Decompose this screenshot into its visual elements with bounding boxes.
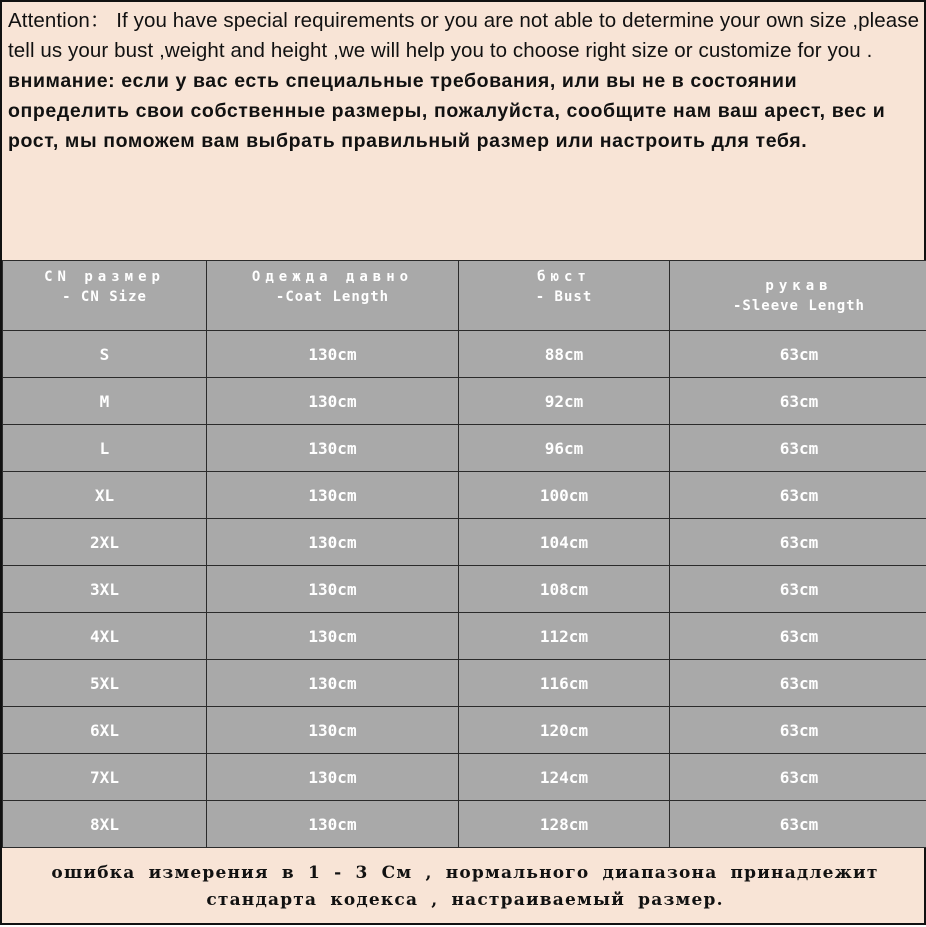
cell-size: L [3, 425, 207, 472]
table-row [3, 566, 926, 613]
cell-sleeve-length: 63cm [670, 472, 926, 519]
cell-coat-length: 130cm [207, 801, 459, 848]
cell-sleeve-length: 63cm [670, 707, 926, 754]
cell-size: 8XL [3, 801, 207, 848]
cell-bust: 124cm [459, 754, 670, 801]
cell-bust: 128cm [459, 801, 670, 848]
table-row [3, 754, 926, 801]
cell-coat-length: 130cm [207, 519, 459, 566]
header-bust-en: - Bust [459, 287, 669, 307]
cell-sleeve-length: 63cm [670, 378, 926, 425]
cell-bust: 104cm [459, 519, 670, 566]
cell-sleeve-length: 63cm [670, 519, 926, 566]
cell-coat-length: 130cm [207, 707, 459, 754]
table-row [3, 613, 926, 660]
cell-bust: 120cm [459, 707, 670, 754]
table-row [3, 707, 926, 754]
cell-size: M [3, 378, 207, 425]
notice-russian: внимание: если у вас есть специальные требования, или вы не в состоянии определить свои собственные размеры, пожалуйста, сообщите нам ваш арест, вес и рост, мы поможем вам выбрать правильный размер или настроить для тебя. [8, 66, 920, 156]
header-bust-ru: бюст [459, 267, 669, 287]
header-coat-length-en: -Coat Length [207, 287, 458, 307]
cell-bust: 116cm [459, 660, 670, 707]
header-size-en: - CN Size [3, 287, 206, 307]
cell-size: 6XL [3, 707, 207, 754]
cell-size: 7XL [3, 754, 207, 801]
cell-sleeve-length: 63cm [670, 613, 926, 660]
cell-coat-length: 130cm [207, 472, 459, 519]
header-coat-length [207, 261, 459, 331]
cell-sleeve-length: 63cm [670, 754, 926, 801]
cell-coat-length: 130cm [207, 566, 459, 613]
cell-bust: 108cm [459, 566, 670, 613]
cell-size: XL [3, 472, 207, 519]
cell-bust: 100cm [459, 472, 670, 519]
header-size-ru: CN размер [3, 267, 206, 287]
table-row [3, 331, 926, 378]
header-sleeve-length-en: -Sleeve Length [670, 296, 926, 316]
cell-sleeve-length: 63cm [670, 566, 926, 613]
header-size [3, 261, 207, 331]
cell-size: 4XL [3, 613, 207, 660]
size-table [2, 260, 926, 848]
cell-sleeve-length: 63cm [670, 660, 926, 707]
table-row [3, 378, 926, 425]
cell-sleeve-length: 63cm [670, 425, 926, 472]
notice-block [2, 2, 926, 260]
cell-coat-length: 130cm [207, 660, 459, 707]
table-row [3, 660, 926, 707]
cell-bust: 96cm [459, 425, 670, 472]
cell-coat-length: 130cm [207, 754, 459, 801]
cell-coat-length: 130cm [207, 425, 459, 472]
header-sleeve-length [670, 261, 926, 331]
header-sleeve-length-ru: рукав [670, 276, 926, 296]
measurement-error-note: ошибка измерения в 1 - 3 См , нормального диапазона принадлежит стандарта кодекса , настраиваемый размер. [2, 848, 926, 927]
cell-bust: 92cm [459, 378, 670, 425]
cell-sleeve-length: 63cm [670, 801, 926, 848]
cell-bust: 112cm [459, 613, 670, 660]
cell-sleeve-length: 63cm [670, 331, 926, 378]
table-row [3, 472, 926, 519]
header-bust [459, 261, 670, 331]
header-coat-length-ru: Одежда давно [207, 267, 458, 287]
table-header-row [3, 261, 926, 331]
cell-bust: 88cm [459, 331, 670, 378]
cell-coat-length: 130cm [207, 378, 459, 425]
notice-english: Attention： If you have special requirements or you are not able to determine your own size ,please tell us your bust ,weight and height ,we will help you to choose right size or customize for you . [8, 6, 920, 66]
table-row [3, 425, 926, 472]
cell-coat-length: 130cm [207, 331, 459, 378]
cell-coat-length: 130cm [207, 613, 459, 660]
cell-size: 2XL [3, 519, 207, 566]
cell-size: 5XL [3, 660, 207, 707]
table-row [3, 519, 926, 566]
table-row [3, 801, 926, 848]
cell-size: S [3, 331, 207, 378]
cell-size: 3XL [3, 566, 207, 613]
